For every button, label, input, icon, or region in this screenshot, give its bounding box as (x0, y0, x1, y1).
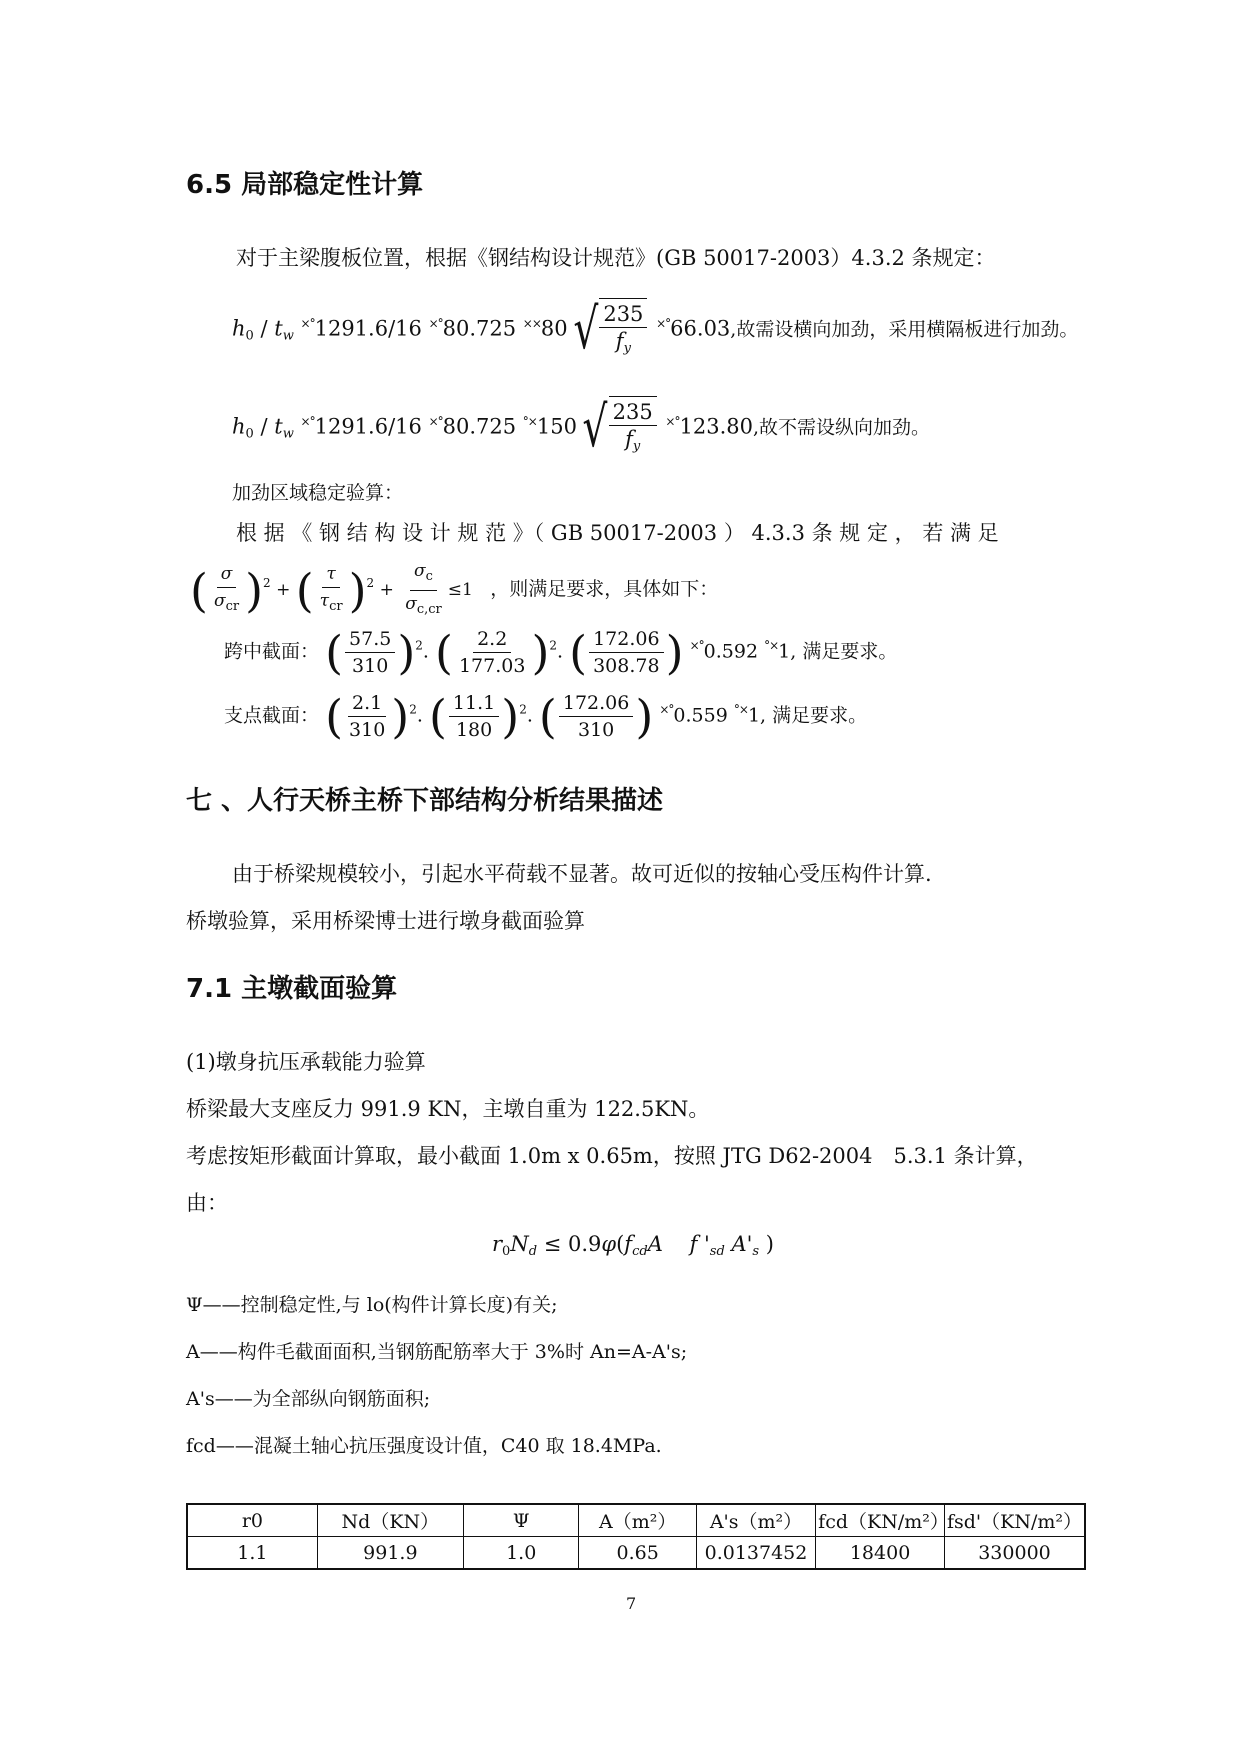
section-7-paragraph-1: 由于桥梁规模较小，引起水平荷载不显著。故可近似的按轴心受压构件计算. (232, 862, 932, 886)
table-cell: 0.65 (579, 1537, 696, 1570)
sqrt-symbol: √ $\frac{235}{f_y}$ (568, 298, 650, 362)
table-cell: 991.9 (317, 1537, 463, 1570)
capacity-formula: $r_0N_d \le 0.9\varphi(f_{cd}A$ f '$_{sd}$ $A'_s$ ) (492, 1232, 774, 1259)
header-cell: A（m²） (579, 1504, 696, 1537)
table-cell: 0.0137452 (696, 1537, 815, 1570)
parameter-table (186, 1503, 1086, 1570)
def-psi: Ψ——控制稳定性,与 lo(构件计算长度)有关; (186, 1294, 558, 1316)
header-cell: fcd（KN/m²） (816, 1504, 945, 1537)
header-cell: Ψ (463, 1504, 579, 1537)
section-size-line: 考虑按矩形截面计算取，最小截面 1.0m x 0.65m，按照 JTG D62-2004 5.3.1 条计算， (186, 1144, 1038, 1168)
formula-transverse-stiffener: $h_0 / t_w$ ×°1291.6/16 ×°80.725 ××80 √ $\frac{235}{f_y}$ ×°66.03,故需设横向加劲，采用横隔板进行加劲。 (232, 297, 1079, 362)
stiffened-zone-label: 加劲区域稳定验算： (232, 482, 404, 504)
item-1: (1)墩身抗压承载能力验算 (186, 1050, 426, 1074)
section-6-5-heading: 6.5 局部稳定性计算 (186, 170, 424, 200)
table-cell: 330000 (944, 1537, 1085, 1570)
table-header-row (187, 1504, 1085, 1537)
header-cell: r0 (187, 1504, 317, 1537)
table-cell: 1.0 (463, 1537, 579, 1570)
sqrt-symbol: √ $\frac{235}{f_y}$ (577, 396, 659, 460)
intro-paragraph: 对于主梁腹板位置，根据《钢结构设计规范》(GB 50017-2003）4.3.2 条规定： (236, 246, 996, 270)
def-a: A——构件毛截面面积,当钢筋配筋率大于 3%时 An=A-A's; (186, 1341, 688, 1363)
def-fcd: fcd——混凝土轴心抗压强度设计值，C40 取 18.4MPa. (186, 1435, 662, 1457)
section-7-heading: 七 、人行天桥主桥下部结构分析结果描述 (186, 786, 664, 816)
reaction-line: 桥梁最大支座反力 991.9 KN，主墩自重为 122.5KN。 (186, 1097, 710, 1121)
stability-criterion: ( $\frac{\sigma}{\sigma_{cr}}$ )$^2$ + ( $\frac{\tau}{\tau_{cr}}$ )$^2$ + $\frac{\sigma_c}{\sigma_{c,cr}}$ ≤1 ，则满足要求，具体如下： (190, 558, 718, 623)
table-cell: 18400 (816, 1537, 945, 1570)
table-row (187, 1537, 1085, 1570)
header-cell: Nd（KN） (317, 1504, 463, 1537)
by-label: 由： (186, 1191, 228, 1215)
rule-line: 根 据 《 钢 结 构 设 计 规 范 》（ GB 50017-2003 ） 4.3.3 条 规 定 ， 若 满 足 (236, 521, 999, 545)
section-7-1-heading: 7.1 主墩截面验算 (186, 974, 398, 1004)
formula-longitudinal-stiffener: $h_0 / t_w$ ×°1291.6/16 ×°80.725 °×150 √ $\frac{235}{f_y}$ ×°123.80,故不需设纵向加劲。 (232, 395, 931, 460)
table-cell: 1.1 (187, 1537, 317, 1570)
header-cell: A's（m²） (696, 1504, 815, 1537)
def-as: A's——为全部纵向钢筋面积; (186, 1388, 431, 1410)
page-number: 7 (626, 1594, 637, 1613)
mid-span-check: 跨中截面： ( $\frac{57.5}{310}$ )$^2$. ( $\frac{2.2}{177.03}$ )$^2$. ( $\frac{172.06}{308.78}$ ) ×°0.592 °×1, 满足要求。 (224, 625, 898, 680)
section-7-paragraph-2: 桥墩验算，采用桥梁博士进行墩身截面验算 (186, 909, 585, 933)
header-cell: fsd'（KN/m²） (944, 1504, 1085, 1537)
support-check: 支点截面： ( $\frac{2.1}{310}$ )$^2$. ( $\frac{11.1}{180}$ )$^2$. ( $\frac{172.06}{310}$ ) ×°0.559 °×1, 满足要求。 (224, 689, 868, 744)
